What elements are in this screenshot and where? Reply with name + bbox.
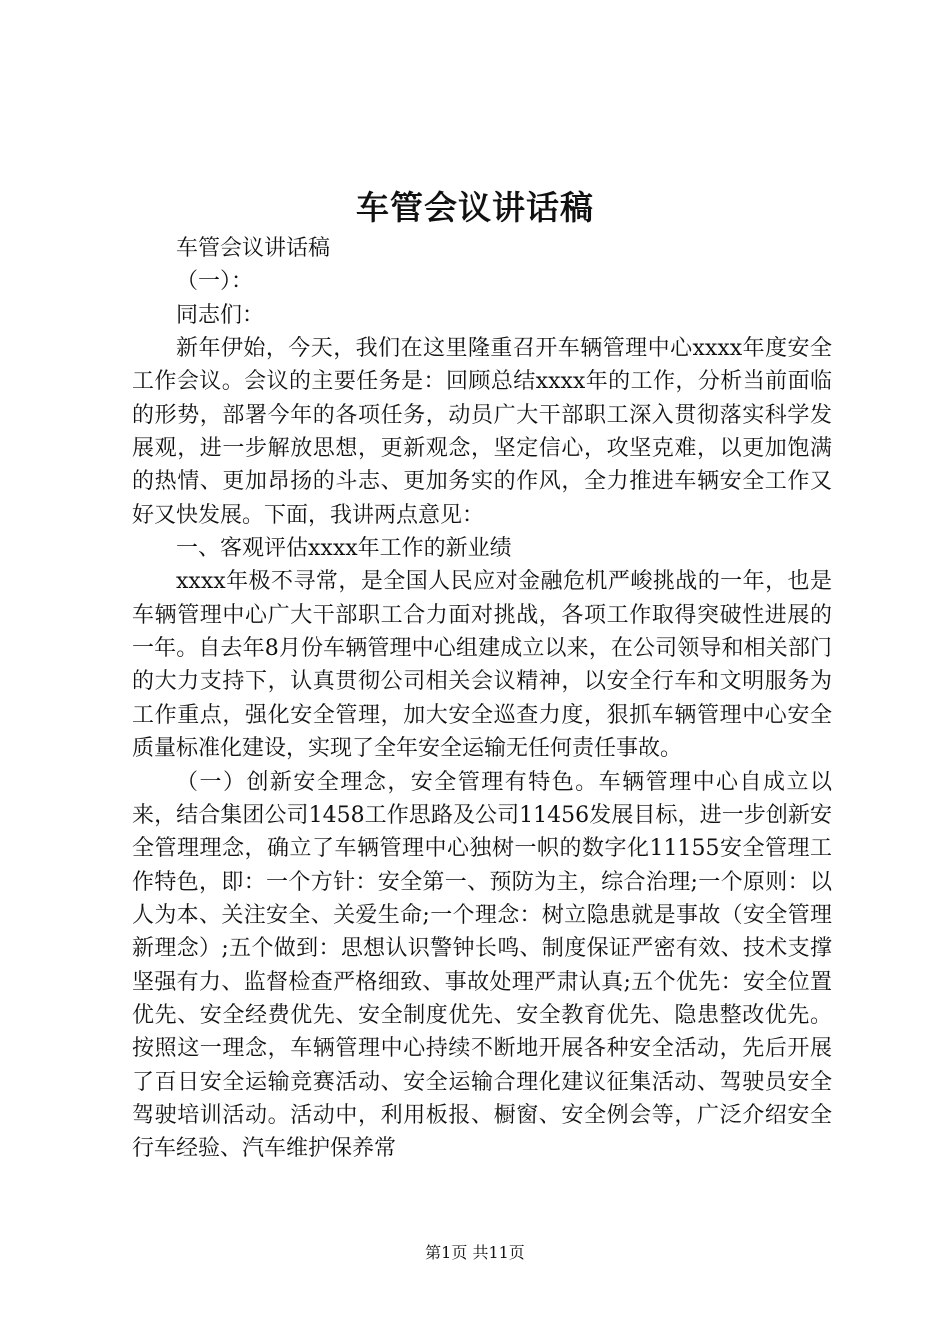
body-paragraph: 新年伊始，今天，我们在这里隆重召开车辆管理中心xxxx年度安全工作会议。会议的主要任务是：回顾总结xxxx年的工作，分析当前面临的形势，部署今年的各项任务，动员广大干部职工深入贯彻落实科学发展观，进一步解放思想，更新观念，坚定信心，攻坚克难，以更加饱满的热情、更加昂扬的斗志、更加务实的作风，全力推进车辆安全工作又好又快发展。下面，我讲两点意见： [132, 336, 832, 528]
document-title: 车管会议讲话稿 [356, 188, 594, 227]
page-footer: 第1页 共11页 [425, 1243, 525, 1262]
section-marker-paragraph: （一）： [176, 269, 254, 295]
body-paragraph: xxxx年极不寻常，是全国人民应对金融危机严峻挑战的一年，也是车辆管理中心广大干部职工合力面对挑战，各项工作取得突破性进展的一年。自去年8月份车辆管理中心组建成立以来，在公司领导和相关部门的大力支持下，认真贯彻公司相关会议精神，以安全行车和文明服务为工作重点，强化安全管理，加大安全巡查力度，狠抓车辆管理中心安全质量标准化建设，实现了全年安全运输无任何责任事故。 [132, 569, 832, 762]
document-body [132, 232, 832, 1166]
salutation-paragraph: 同志们： [176, 302, 265, 328]
body-paragraph: （一）创新安全理念，安全管理有特色。车辆管理中心自成立以来，结合集团公司1458工作思路及公司11456发展目标，进一步创新安全管理理念，确立了车辆管理中心独树一帜的数字化11155安全管理工作特色，即：一个方针：安全第一、预防为主，综合治理;一个原则：以人为本、关注安全、关爱生命;一个理念：树立隐患就是事故（安全管理新理念）;五个做到：思想认识警钟长鸣、制度保证严密有效、技术支撑坚强有力、监督检查严格细致、事故处理严肃认真;五个优先：安全位置优先、安全经费优先、安全制度优先、安全教育优先、隐患整改优先。按照这一理念，车辆管理中心持续不断地开展各种安全活动，先后开展了百日安全运输竞赛活动、安全运输合理化建议征集活动、驾驶员安全驾驶培训活动。活动中，利用板报、橱窗、安全例会等，广泛介绍安全行车经验、汽车维护保养常 [132, 769, 832, 1162]
section-heading: 一、客观评估xxxx年工作的新业绩 [176, 536, 512, 562]
subtitle-paragraph: 车管会议讲话稿 [176, 236, 331, 261]
